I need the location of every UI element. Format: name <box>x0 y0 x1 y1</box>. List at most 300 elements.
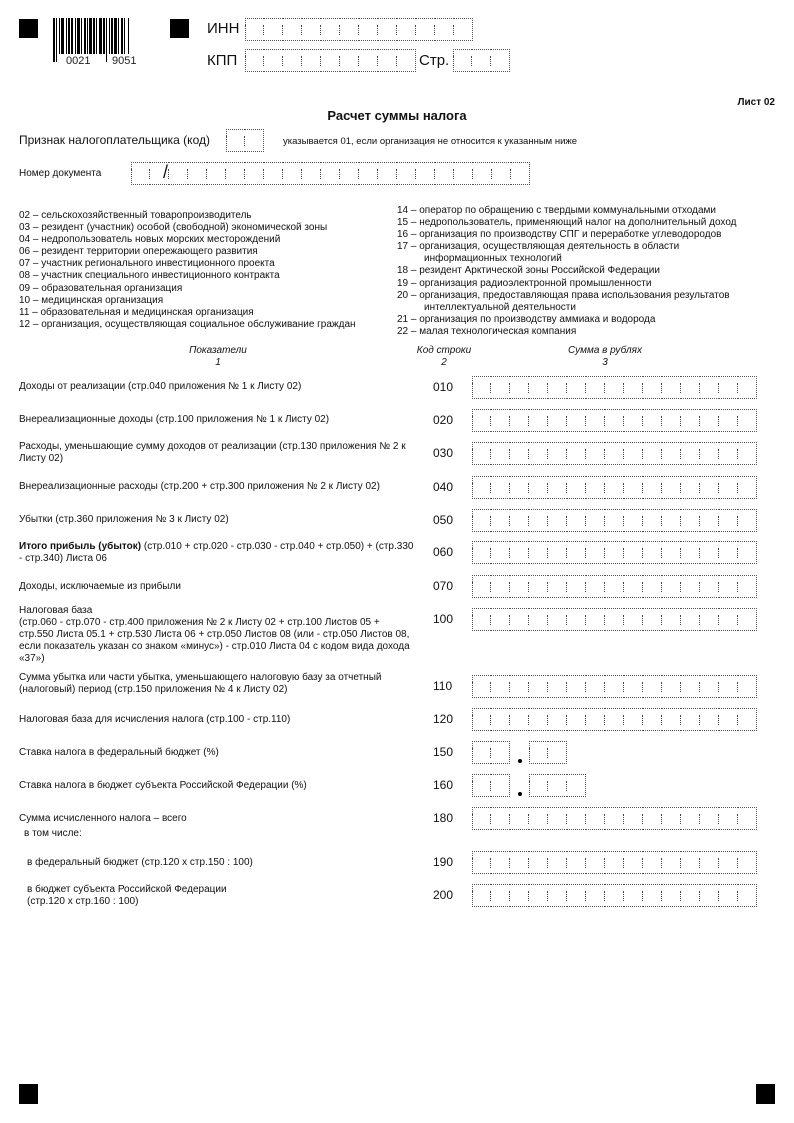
input-cell[interactable] <box>738 851 757 874</box>
input-cell[interactable] <box>548 409 567 432</box>
row-190-sum-field[interactable] <box>472 851 757 874</box>
input-cell[interactable] <box>548 376 567 399</box>
row-150-rate-integer-field[interactable] <box>472 741 510 764</box>
input-cell[interactable] <box>378 49 397 72</box>
input-cell[interactable] <box>586 376 605 399</box>
input-cell[interactable] <box>491 409 510 432</box>
input-cell[interactable] <box>131 162 150 185</box>
barcode-digits-left: 0021 <box>66 55 91 67</box>
input-cell[interactable] <box>605 509 624 532</box>
taxpayer-sign-field[interactable] <box>226 129 264 152</box>
row-120-sum-field[interactable] <box>472 708 757 731</box>
input-cell[interactable] <box>529 774 548 797</box>
input-cell[interactable] <box>681 608 700 631</box>
input-cell[interactable] <box>624 608 643 631</box>
input-cell[interactable] <box>548 774 567 797</box>
input-cell[interactable] <box>624 575 643 598</box>
input-cell[interactable] <box>510 476 529 499</box>
row-070-code: 070 <box>433 579 454 593</box>
row-110-label: Сумма убытка или части убытка, уменьшающего налоговую базу за отчетный (налоговый) период (стр.150 приложения № 4 к Листу 02) <box>19 672 382 695</box>
input-cell[interactable] <box>643 675 662 698</box>
input-cell[interactable] <box>473 162 492 185</box>
input-cell[interactable] <box>435 162 454 185</box>
input-cell[interactable] <box>719 708 738 731</box>
input-cell[interactable] <box>264 49 283 72</box>
input-cell[interactable] <box>700 476 719 499</box>
input-cell[interactable] <box>510 675 529 698</box>
input-cell[interactable] <box>435 18 454 41</box>
input-cell[interactable] <box>188 162 207 185</box>
barcode-bar <box>99 18 102 54</box>
row-060-sum-field[interactable] <box>472 541 757 564</box>
taxpayer-code-item: 11 – образовательная и медицинская организация <box>19 306 254 318</box>
kpp-label: КПП <box>207 52 238 69</box>
taxpayer-codes-list-right <box>397 205 737 338</box>
barcode-bar <box>77 18 80 54</box>
input-cell[interactable] <box>529 541 548 564</box>
input-cell[interactable] <box>302 18 321 41</box>
input-cell[interactable] <box>321 162 340 185</box>
taxpayer-code-item: информационных технологий <box>424 253 562 265</box>
input-cell[interactable] <box>605 884 624 907</box>
input-cell[interactable] <box>719 376 738 399</box>
input-cell[interactable] <box>548 675 567 698</box>
input-cell[interactable] <box>605 708 624 731</box>
input-cell[interactable] <box>681 884 700 907</box>
input-cell[interactable] <box>283 49 302 72</box>
input-cell[interactable] <box>700 807 719 830</box>
input-cell[interactable] <box>491 575 510 598</box>
input-cell[interactable] <box>567 442 586 465</box>
page-number-field[interactable] <box>453 49 510 72</box>
input-cell[interactable] <box>359 18 378 41</box>
input-cell[interactable] <box>472 807 491 830</box>
input-cell[interactable] <box>491 476 510 499</box>
input-cell[interactable] <box>662 884 681 907</box>
input-cell[interactable] <box>491 675 510 698</box>
kpp-field[interactable] <box>245 49 416 72</box>
row-180-sum-field[interactable] <box>472 807 757 830</box>
barcode-bar <box>87 18 88 54</box>
input-cell[interactable] <box>624 675 643 698</box>
input-cell[interactable] <box>567 708 586 731</box>
input-cell[interactable] <box>416 162 435 185</box>
input-cell[interactable] <box>662 541 681 564</box>
input-cell[interactable] <box>283 18 302 41</box>
input-cell[interactable] <box>567 608 586 631</box>
input-cell[interactable] <box>605 851 624 874</box>
input-cell[interactable] <box>491 851 510 874</box>
input-cell[interactable] <box>548 708 567 731</box>
input-cell[interactable] <box>321 18 340 41</box>
row-100-label <box>19 605 414 665</box>
input-cell[interactable] <box>567 409 586 432</box>
input-cell[interactable] <box>605 442 624 465</box>
row-110-sum-field[interactable] <box>472 675 757 698</box>
input-cell[interactable] <box>548 575 567 598</box>
input-cell[interactable] <box>662 675 681 698</box>
input-cell[interactable] <box>662 807 681 830</box>
input-cell[interactable] <box>681 509 700 532</box>
input-cell[interactable] <box>586 442 605 465</box>
input-cell[interactable] <box>548 884 567 907</box>
input-cell[interactable] <box>662 851 681 874</box>
input-cell[interactable] <box>681 409 700 432</box>
input-cell[interactable] <box>472 851 491 874</box>
input-cell[interactable] <box>207 162 226 185</box>
input-cell[interactable] <box>378 162 397 185</box>
input-cell[interactable] <box>492 162 511 185</box>
input-cell[interactable] <box>738 409 757 432</box>
input-cell[interactable] <box>586 708 605 731</box>
input-cell[interactable] <box>472 376 491 399</box>
input-cell[interactable] <box>529 409 548 432</box>
input-cell[interactable] <box>681 376 700 399</box>
input-cell[interactable] <box>700 608 719 631</box>
input-cell[interactable] <box>472 884 491 907</box>
input-cell[interactable] <box>586 851 605 874</box>
input-cell[interactable] <box>700 509 719 532</box>
input-cell[interactable] <box>472 476 491 499</box>
input-cell[interactable] <box>605 376 624 399</box>
input-cell[interactable] <box>491 49 510 72</box>
row-100-sum-field[interactable] <box>472 608 757 631</box>
input-cell[interactable] <box>662 708 681 731</box>
input-cell[interactable] <box>548 807 567 830</box>
input-cell[interactable] <box>548 541 567 564</box>
input-cell[interactable] <box>719 409 738 432</box>
row-200-sum-field[interactable] <box>472 884 757 907</box>
input-cell[interactable] <box>719 851 738 874</box>
row-070-sum-field[interactable] <box>472 575 757 598</box>
input-cell[interactable] <box>302 49 321 72</box>
input-cell[interactable] <box>510 376 529 399</box>
input-cell[interactable] <box>567 509 586 532</box>
row-030-sum-field[interactable] <box>472 442 757 465</box>
row-110-code: 110 <box>433 679 453 693</box>
input-cell[interactable] <box>567 774 586 797</box>
barcode-bar <box>81 18 82 54</box>
barcode-bar <box>111 18 113 54</box>
input-cell[interactable] <box>359 162 378 185</box>
input-cell[interactable] <box>472 575 491 598</box>
input-cell[interactable] <box>662 409 681 432</box>
input-cell[interactable] <box>586 476 605 499</box>
input-cell[interactable] <box>605 675 624 698</box>
input-cell[interactable] <box>491 741 510 764</box>
input-cell[interactable] <box>283 162 302 185</box>
input-cell[interactable] <box>624 851 643 874</box>
input-cell[interactable] <box>510 541 529 564</box>
input-cell[interactable] <box>548 608 567 631</box>
input-cell[interactable] <box>548 442 567 465</box>
input-cell[interactable] <box>245 129 264 152</box>
input-cell[interactable] <box>624 442 643 465</box>
input-cell[interactable] <box>416 18 435 41</box>
input-cell[interactable] <box>567 376 586 399</box>
input-cell[interactable] <box>472 675 491 698</box>
row-190-label: в федеральный бюджет (стр.120 x стр.150 : 100) <box>27 857 253 868</box>
input-cell[interactable] <box>472 541 491 564</box>
input-cell[interactable] <box>567 807 586 830</box>
input-cell[interactable] <box>605 541 624 564</box>
input-cell[interactable] <box>700 376 719 399</box>
column-header-sum <box>540 345 670 369</box>
input-cell[interactable] <box>643 509 662 532</box>
input-cell[interactable] <box>245 162 264 185</box>
document-number-field[interactable] <box>131 162 530 185</box>
input-cell[interactable] <box>681 476 700 499</box>
input-cell[interactable] <box>662 442 681 465</box>
input-cell[interactable] <box>605 409 624 432</box>
input-cell[interactable] <box>586 608 605 631</box>
input-cell[interactable] <box>491 608 510 631</box>
input-cell[interactable] <box>567 884 586 907</box>
page-label: Стр. <box>419 52 450 69</box>
input-cell[interactable] <box>700 541 719 564</box>
row-020-sum-field[interactable] <box>472 409 757 432</box>
input-cell[interactable] <box>472 509 491 532</box>
row-160-rate-integer-field[interactable] <box>472 774 510 797</box>
input-cell[interactable] <box>662 575 681 598</box>
input-cell[interactable] <box>321 49 340 72</box>
row-060-label-rest: (стр.010 + стр.020 - стр.030 - стр.040 + стр.050) + (стр.330 - стр.340) Листа 06 <box>19 541 414 564</box>
input-cell[interactable] <box>491 376 510 399</box>
row-200-label-line2: (стр.120 x стр.160 : 100) <box>27 896 139 907</box>
input-cell[interactable] <box>453 49 472 72</box>
input-cell[interactable] <box>738 442 757 465</box>
input-cell[interactable] <box>719 541 738 564</box>
input-cell[interactable] <box>586 675 605 698</box>
input-cell[interactable] <box>510 509 529 532</box>
input-cell[interactable] <box>245 18 264 41</box>
input-cell[interactable] <box>529 509 548 532</box>
input-cell[interactable] <box>700 884 719 907</box>
input-cell[interactable] <box>472 708 491 731</box>
input-cell[interactable] <box>605 575 624 598</box>
input-cell[interactable] <box>738 807 757 830</box>
input-cell[interactable] <box>643 409 662 432</box>
input-cell[interactable] <box>662 608 681 631</box>
input-cell[interactable] <box>510 575 529 598</box>
input-cell[interactable] <box>643 541 662 564</box>
input-cell[interactable] <box>586 575 605 598</box>
input-cell[interactable] <box>454 18 473 41</box>
input-cell[interactable] <box>662 376 681 399</box>
input-cell[interactable] <box>472 442 491 465</box>
input-cell[interactable] <box>700 442 719 465</box>
input-cell[interactable] <box>586 807 605 830</box>
input-cell[interactable] <box>548 741 567 764</box>
input-cell[interactable] <box>472 608 491 631</box>
input-cell[interactable] <box>700 708 719 731</box>
input-cell[interactable] <box>510 409 529 432</box>
input-cell[interactable] <box>643 884 662 907</box>
input-cell[interactable] <box>491 541 510 564</box>
input-cell[interactable] <box>643 575 662 598</box>
row-160-rate-fraction-field[interactable] <box>529 774 586 797</box>
input-cell[interactable] <box>397 18 416 41</box>
input-cell[interactable] <box>472 741 491 764</box>
input-cell[interactable] <box>529 741 548 764</box>
input-cell[interactable] <box>719 442 738 465</box>
input-cell[interactable] <box>700 851 719 874</box>
input-cell[interactable] <box>719 884 738 907</box>
input-cell[interactable] <box>491 509 510 532</box>
input-cell[interactable] <box>738 675 757 698</box>
input-cell[interactable] <box>548 851 567 874</box>
input-cell[interactable] <box>529 575 548 598</box>
input-cell[interactable] <box>302 162 321 185</box>
row-150-label: Ставка налога в федеральный бюджет (%) <box>19 747 219 758</box>
taxpayer-code-item: 22 – малая технологическая компания <box>397 325 577 337</box>
input-cell[interactable] <box>529 884 548 907</box>
row-120-label: Налоговая база для исчисления налога (стр.100 - стр.110) <box>19 714 291 725</box>
input-cell[interactable] <box>586 884 605 907</box>
input-cell[interactable] <box>719 476 738 499</box>
row-150-rate-fraction-field[interactable] <box>529 741 567 764</box>
input-cell[interactable] <box>340 49 359 72</box>
input-cell[interactable] <box>719 807 738 830</box>
input-cell[interactable] <box>681 851 700 874</box>
input-cell[interactable] <box>472 49 491 72</box>
input-cell[interactable] <box>548 476 567 499</box>
input-cell[interactable] <box>624 708 643 731</box>
input-cell[interactable] <box>643 851 662 874</box>
input-cell[interactable] <box>378 18 397 41</box>
input-cell[interactable] <box>529 376 548 399</box>
input-cell[interactable] <box>264 18 283 41</box>
input-cell[interactable] <box>567 675 586 698</box>
input-cell[interactable] <box>700 409 719 432</box>
row-050-sum-field[interactable] <box>472 509 757 532</box>
row-070-label: Доходы, исключаемые из прибыли <box>19 581 181 592</box>
input-cell[interactable] <box>529 442 548 465</box>
input-cell[interactable] <box>681 575 700 598</box>
input-cell[interactable] <box>681 675 700 698</box>
input-cell[interactable] <box>567 851 586 874</box>
input-cell[interactable] <box>738 884 757 907</box>
barcode-bar <box>68 18 70 54</box>
input-cell[interactable] <box>359 49 378 72</box>
input-cell[interactable] <box>510 884 529 907</box>
input-cell[interactable] <box>510 851 529 874</box>
input-cell[interactable] <box>472 409 491 432</box>
input-cell[interactable] <box>264 162 283 185</box>
input-cell[interactable] <box>643 708 662 731</box>
input-cell[interactable] <box>472 774 491 797</box>
input-cell[interactable] <box>719 509 738 532</box>
input-cell[interactable] <box>624 541 643 564</box>
input-cell[interactable] <box>510 608 529 631</box>
input-cell[interactable] <box>719 575 738 598</box>
input-cell[interactable] <box>738 541 757 564</box>
input-cell[interactable] <box>586 541 605 564</box>
input-cell[interactable] <box>340 162 359 185</box>
row-010-sum-field[interactable] <box>472 376 757 399</box>
input-cell[interactable] <box>738 476 757 499</box>
row-200-code: 200 <box>433 888 454 902</box>
input-cell[interactable] <box>681 807 700 830</box>
input-cell[interactable] <box>738 509 757 532</box>
input-cell[interactable] <box>529 851 548 874</box>
input-cell[interactable] <box>567 575 586 598</box>
input-cell[interactable] <box>510 442 529 465</box>
input-cell[interactable] <box>397 162 416 185</box>
input-cell[interactable] <box>529 708 548 731</box>
input-cell[interactable] <box>605 608 624 631</box>
input-cell[interactable] <box>738 708 757 731</box>
input-cell[interactable] <box>662 509 681 532</box>
input-cell[interactable] <box>643 807 662 830</box>
input-cell[interactable] <box>643 608 662 631</box>
input-cell[interactable] <box>454 162 473 185</box>
inn-field[interactable] <box>245 18 473 41</box>
barcode-bar <box>66 18 67 54</box>
input-cell[interactable] <box>719 608 738 631</box>
input-cell[interactable] <box>226 162 245 185</box>
input-cell[interactable] <box>491 442 510 465</box>
input-cell[interactable] <box>586 409 605 432</box>
input-cell[interactable] <box>624 884 643 907</box>
input-cell[interactable] <box>567 541 586 564</box>
input-cell[interactable] <box>643 376 662 399</box>
input-cell[interactable] <box>700 575 719 598</box>
input-cell[interactable] <box>738 376 757 399</box>
input-cell[interactable] <box>662 476 681 499</box>
input-cell[interactable] <box>681 541 700 564</box>
row-010-label: Доходы от реализации (стр.040 приложения № 1 к Листу 02) <box>19 381 302 392</box>
input-cell[interactable] <box>681 708 700 731</box>
row-040-sum-field[interactable] <box>472 476 757 499</box>
row-100-label-formula: (стр.060 - стр.070 - стр.400 приложения № 2 к Листу 02 + стр.100 Листов 05 + стр.550 Листа 05.1 + стр.530 Листа 06 + стр.050 Листов 08 (или - стр.050 Листов 08, если показатель указан со знаком «минус») - стр.010 Листа 04 с кодом вида дохода «37») <box>19 617 410 664</box>
input-cell[interactable] <box>624 807 643 830</box>
input-cell[interactable] <box>245 49 264 72</box>
input-cell[interactable] <box>397 49 416 72</box>
input-cell[interactable] <box>605 807 624 830</box>
input-cell[interactable] <box>491 774 510 797</box>
input-cell[interactable] <box>510 807 529 830</box>
input-cell[interactable] <box>511 162 530 185</box>
input-cell[interactable] <box>491 708 510 731</box>
input-cell[interactable] <box>586 509 605 532</box>
input-cell[interactable] <box>510 708 529 731</box>
input-cell[interactable] <box>529 675 548 698</box>
input-cell[interactable] <box>700 675 719 698</box>
input-cell[interactable] <box>643 476 662 499</box>
input-cell[interactable] <box>738 575 757 598</box>
input-cell[interactable] <box>567 476 586 499</box>
input-cell[interactable] <box>491 884 510 907</box>
input-cell[interactable] <box>491 807 510 830</box>
input-cell[interactable] <box>340 18 359 41</box>
input-cell[interactable] <box>681 442 700 465</box>
input-cell[interactable] <box>226 129 245 152</box>
input-cell[interactable] <box>624 476 643 499</box>
input-cell[interactable] <box>719 675 738 698</box>
input-cell[interactable] <box>529 476 548 499</box>
input-cell[interactable] <box>548 509 567 532</box>
input-cell[interactable] <box>624 376 643 399</box>
input-cell[interactable] <box>624 409 643 432</box>
input-cell[interactable] <box>529 608 548 631</box>
input-cell[interactable] <box>163 162 188 185</box>
input-cell[interactable] <box>643 442 662 465</box>
input-cell[interactable] <box>624 509 643 532</box>
input-cell[interactable] <box>738 608 757 631</box>
input-cell[interactable] <box>529 807 548 830</box>
input-cell[interactable] <box>605 476 624 499</box>
